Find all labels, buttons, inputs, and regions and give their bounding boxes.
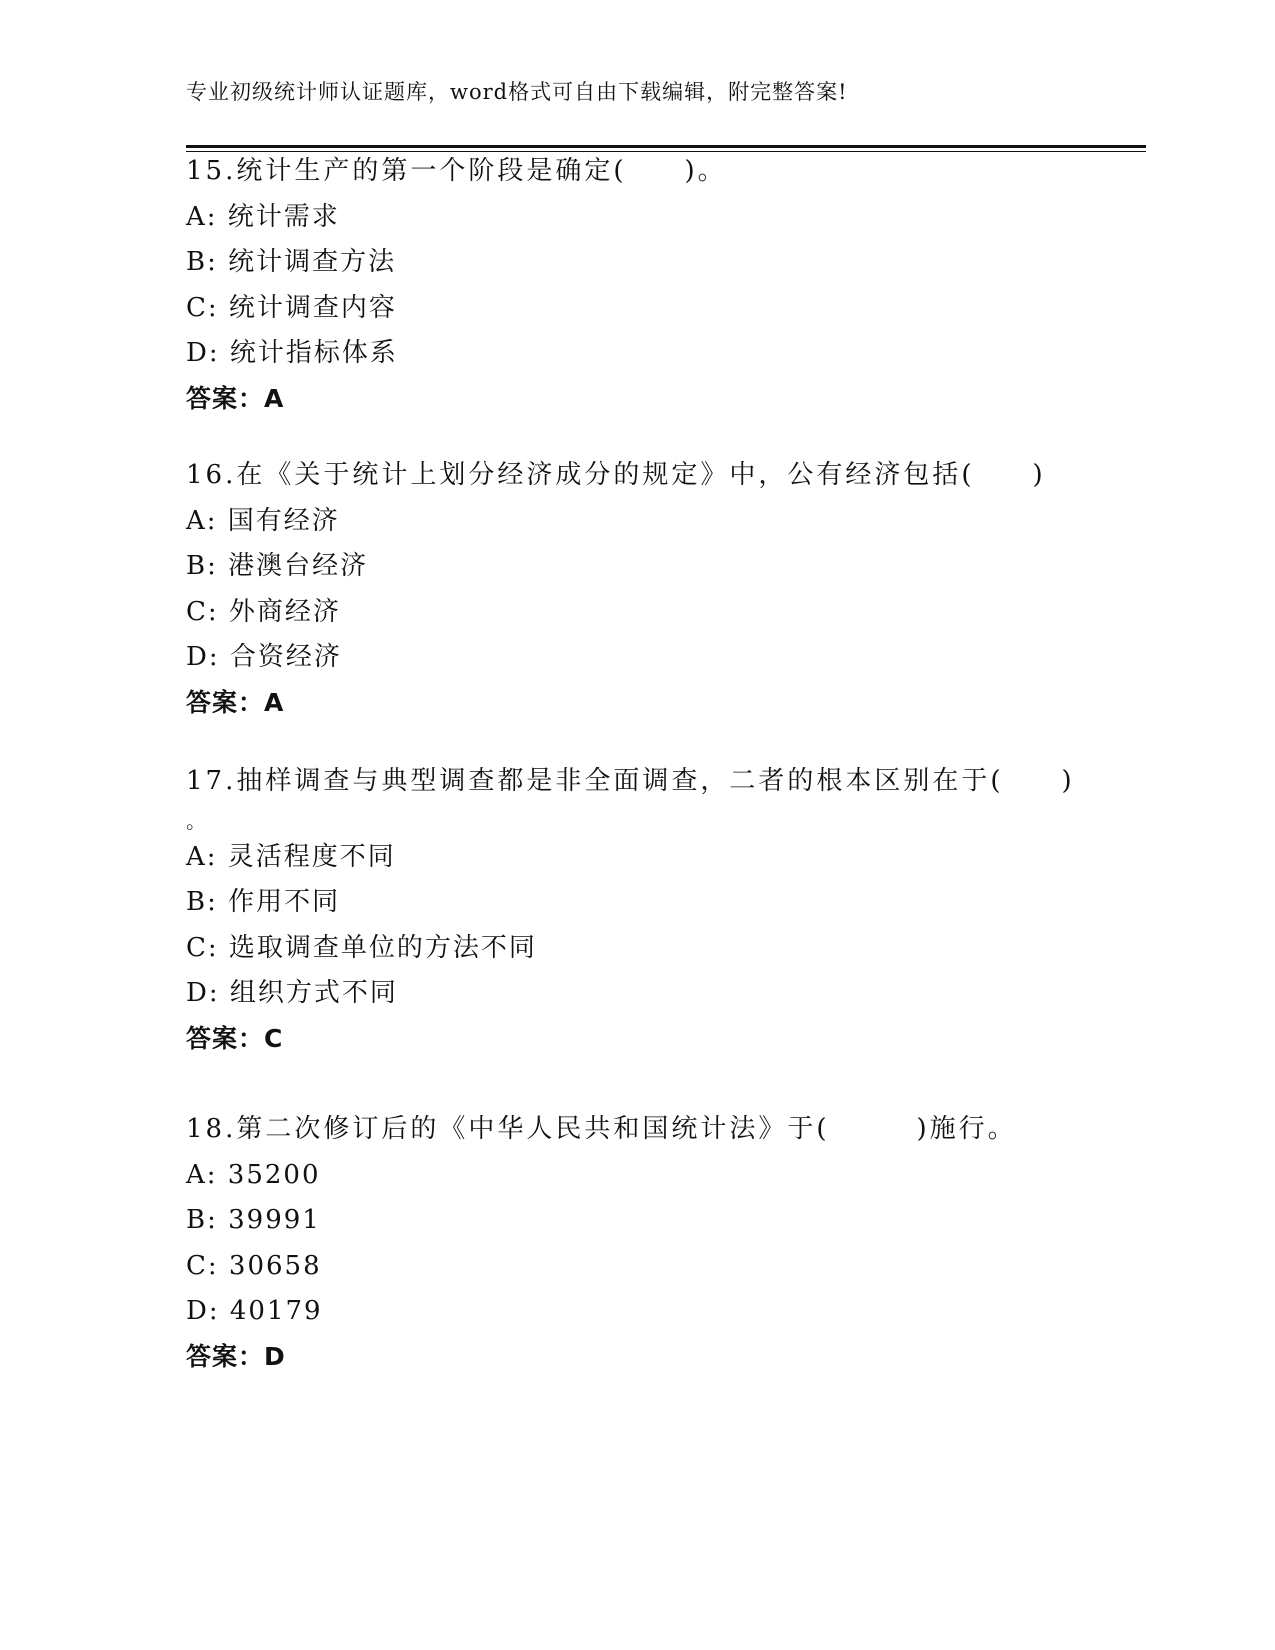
answer: 答案：A — [186, 687, 285, 717]
question-17 — [186, 766, 1086, 1069]
answer: 答案：D — [186, 1341, 286, 1371]
option-b: B: 港澳台经济 — [186, 551, 369, 581]
option-d: D: 统计指标体系 — [186, 338, 398, 368]
question-15 — [186, 156, 1086, 429]
option-d: D: 合资经济 — [186, 642, 342, 672]
option-d: D: 40179 — [186, 1296, 323, 1326]
question-stem: 15.统计生产的第一个阶段是确定( )。 — [186, 156, 727, 186]
answer: 答案：C — [186, 1023, 284, 1053]
option-c: C: 选取调查单位的方法不同 — [186, 932, 537, 963]
question-stem: 17.抽样调查与典型调查都是非全面调查，二者的根本区别在于( ) — [186, 766, 1075, 796]
option-a: A: 灵活程度不同 — [186, 841, 396, 872]
question-stem: 16.在《关于统计上划分经济成分的规定》中，公有经济包括( ) — [186, 460, 1046, 490]
option-a: A: 35200 — [186, 1159, 321, 1190]
answer: 答案：A — [186, 383, 285, 413]
option-b: B: 统计调查方法 — [186, 247, 397, 277]
question-18 — [186, 1114, 1086, 1387]
option-c: C: 外商经济 — [186, 596, 341, 627]
option-c: C: 统计调查内容 — [186, 292, 397, 323]
option-d: D: 组织方式不同 — [186, 978, 398, 1008]
option-a: A: 统计需求 — [186, 201, 340, 232]
option-c: C: 30658 — [186, 1250, 322, 1281]
header-rule-thin — [186, 151, 1146, 152]
question-16 — [186, 460, 1086, 733]
question-stem: 18.第二次修订后的《中华人民共和国统计法》于( )施行。 — [186, 1114, 1017, 1144]
question-stem-continuation: 。 — [186, 808, 208, 833]
option-b: B: 作用不同 — [186, 887, 341, 917]
page-header: 专业初级统计师认证题库，word格式可自由下载编辑，附完整答案! — [186, 80, 848, 104]
header-rule-thick — [186, 145, 1146, 148]
option-b: B: 39991 — [186, 1205, 321, 1235]
option-a: A: 国有经济 — [186, 505, 340, 536]
